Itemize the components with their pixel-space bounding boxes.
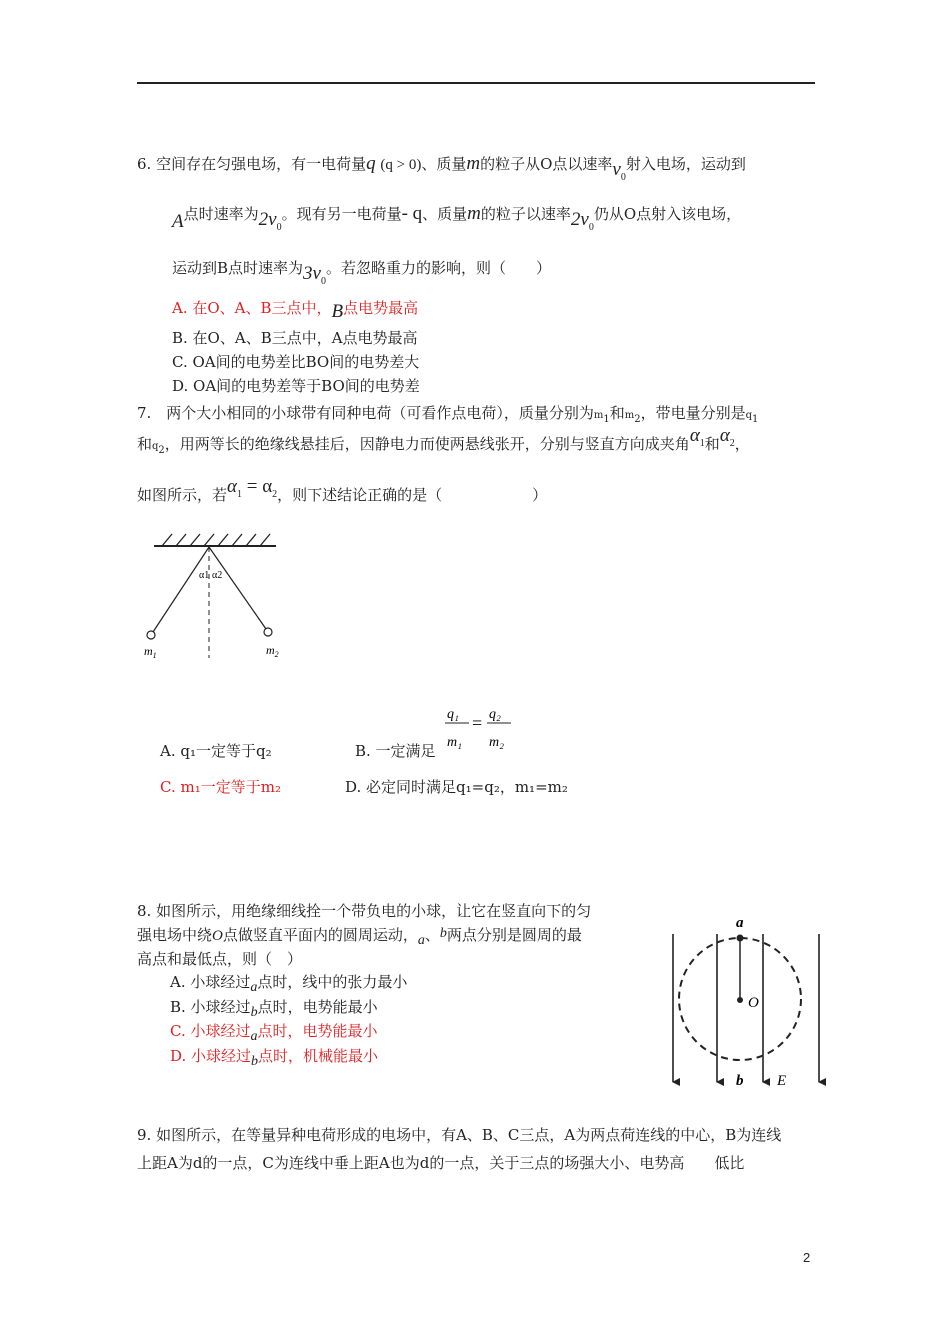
label-a: a: [736, 915, 744, 931]
alpha1-label: α1: [199, 570, 210, 581]
m2-label: $m_2$: [266, 643, 279, 659]
q6-line-1: 6. 空间存在匀强电场，有一电荷量q (q > 0)、质量m的粒子从O点以速率$v_0$射入电场，运动到: [137, 153, 746, 183]
m1-label: $m_1$: [144, 644, 157, 660]
ball-m2: [264, 628, 272, 636]
frac-m2: m₂: [489, 735, 504, 750]
frac-equals: =: [472, 713, 483, 733]
q8-option-c: C. 小球经过a点时，电势能最小: [170, 1022, 378, 1044]
q8-circular-motion-figure: [660, 912, 832, 1097]
q7-option-c: C. m₁一定等于m₂: [160, 778, 281, 796]
q6-option-c: C. OA间的电势差比BO间的电势差大: [172, 353, 420, 371]
string-1: [153, 547, 209, 632]
ceiling-hatch: [162, 534, 270, 546]
page-number: 2: [803, 1250, 811, 1265]
q7-option-a: A. q₁一定等于q₂: [160, 742, 272, 760]
q8-line-3: 高点和最低点，则（ ）: [137, 950, 303, 968]
q9-line-2: 上距A为d的一点，C为连线中垂上距A也为d的一点，关于三点的场强大小、电势高 低比: [137, 1154, 745, 1172]
label-b: b: [736, 1073, 744, 1089]
q8-option-d: D. 小球经过b点时，机械能最小: [170, 1047, 379, 1069]
q8-option-a: A. 小球经过a点时，线中的张力最小: [170, 973, 408, 995]
frac-m1: m₁: [447, 735, 462, 750]
q8-option-b: B. 小球经过b点时，电势能最小: [170, 998, 378, 1020]
q6-option-b: B. 在O、A、B三点中，A点电势最高: [172, 329, 418, 347]
q7-fraction: [443, 702, 515, 758]
q7-line-2: 和$q_2$，用两等长的绝缘线悬挂后，因静电力而使两悬线张开，分别与竖直方向成夹角$\alpha_1$和$\alpha_2$，: [137, 425, 750, 456]
q7-line-1: 7. 两个大小相同的小球带有同种电荷（可看作点电荷），质量分别为$m_1$和$m_2$，带电量分别是$q_1$: [137, 404, 759, 425]
q7-option-b: B. 一定满足: [355, 742, 436, 760]
label-O: O: [748, 995, 759, 1011]
q7-line-3: 如图所示，若$\alpha_1 = \alpha_2$，则下述结论正确的是（ ）: [137, 476, 548, 504]
q6-line-3: 运动到B点时速率为$3v_0$。若忽略重力的影响，则（ ）: [172, 259, 551, 287]
ball-a: [737, 935, 744, 942]
q9-line-1: 9. 如图所示，在等量异种电荷形成的电场中，有A、B、C三点，A为两点荷连线的中心，B为连线: [137, 1126, 782, 1144]
ball-m1: [147, 631, 155, 639]
frac-q2: q₂: [489, 707, 501, 722]
alpha2-label: α2: [212, 570, 223, 581]
q7-option-d: D. 必定同时满足q₁=q₂，m₁=m₂: [345, 778, 568, 796]
q7-pendulum-figure: [140, 530, 290, 665]
frac-q1: q₁: [447, 707, 459, 722]
string-2: [209, 547, 266, 629]
q6-option-d: D. OA间的电势差等于BO间的电势差: [172, 377, 420, 395]
label-E: E: [777, 1073, 787, 1089]
q8-line-2: 强电场中绕O点做竖直平面内的圆周运动，a、b两点分别是圆周的最: [137, 926, 582, 948]
q6-option-a: A. 在O、A、B三点中，B点电势最高: [172, 299, 419, 322]
header-rule: [137, 82, 815, 84]
q6-line-2: A点时速率为$2v_0$。现有另一电荷量- q、质量m的粒子以速率$2v_0$仍从O点射入该电场，: [172, 203, 742, 233]
center-o: [737, 997, 743, 1003]
q8-line-1: 8. 如图所示，用绝缘细线拴一个带负电的小球，让它在竖直向下的匀: [137, 902, 592, 920]
